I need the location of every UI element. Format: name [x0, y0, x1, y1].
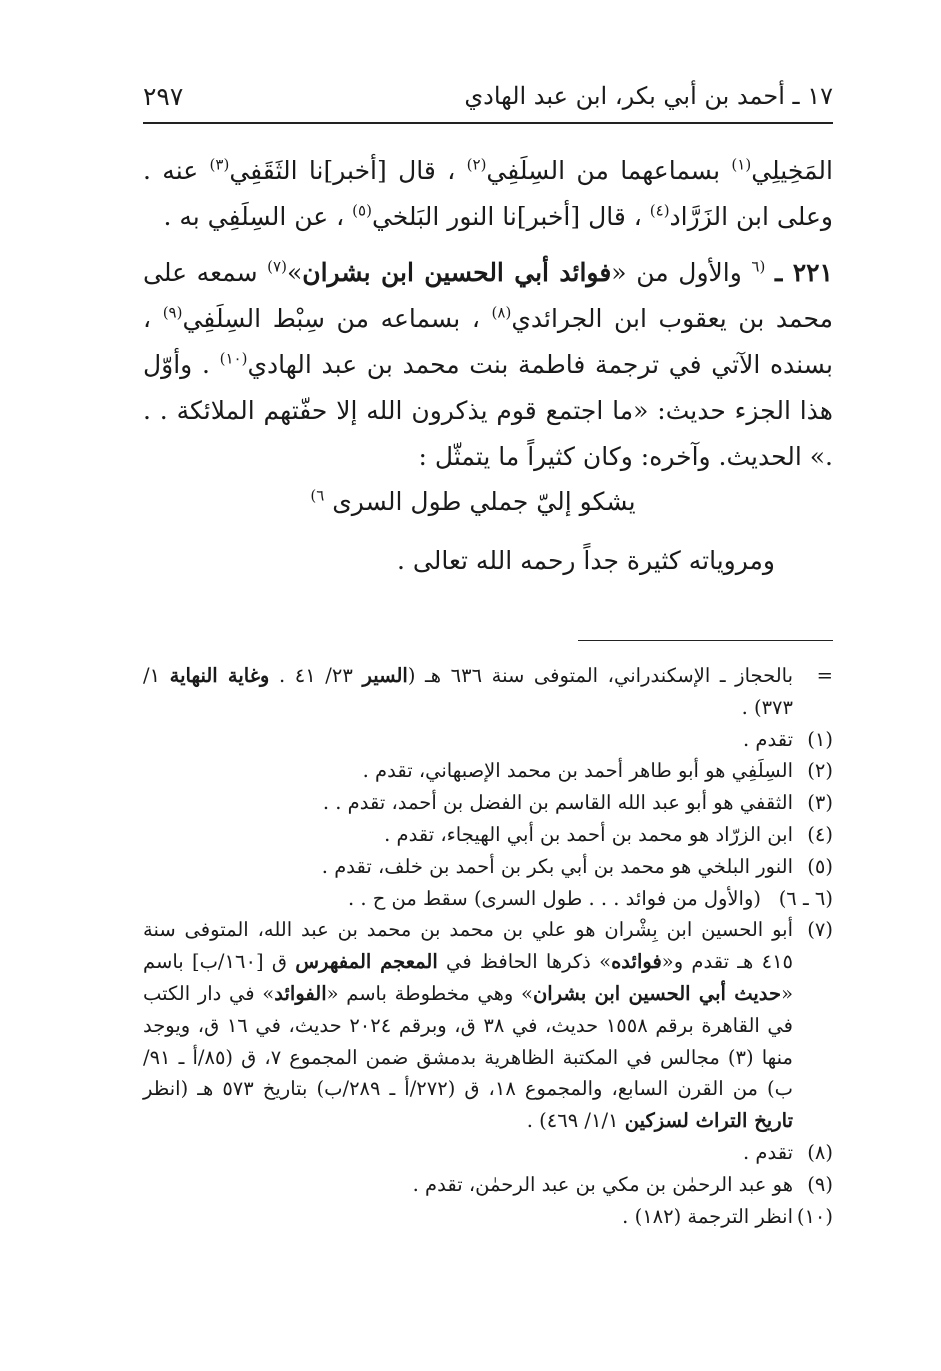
footnote-8: [143, 1137, 833, 1169]
text-run: ، بسماعه من سِبْط السِلَفِي: [182, 304, 492, 333]
footnote-7: [143, 914, 833, 1137]
footnote-number: (٦ ـ ٦): [778, 886, 833, 910]
text-run: ٢٣/ ٤١ .: [269, 664, 363, 687]
footnote-text: (والأول من فوائد . . . طول السرى) سقط من ح . .: [347, 886, 761, 910]
footnote-10: [143, 1201, 833, 1233]
text-run: عنه . وعلى ابن الزَرَّاد: [143, 156, 833, 231]
footnote-text: هو عبد الرحمٰن بن مكي بن عبد الرحمٰن، تقدم .: [412, 1172, 793, 1196]
text-run: »: [286, 258, 303, 287]
footnote-number: (٩): [807, 1172, 833, 1196]
footnote-6: [143, 883, 833, 915]
footnote-9: [143, 1169, 833, 1201]
main-text: [143, 148, 833, 480]
footnote-ref: (١٠): [219, 349, 248, 368]
footnote-separator: [578, 640, 833, 641]
entry-221: [143, 250, 833, 480]
footnote-text: [143, 914, 793, 1137]
text-run: بسماعهما من السِلَفِي: [486, 156, 732, 185]
running-header: [143, 82, 833, 124]
book-title: فوائده: [611, 950, 662, 974]
footnote-number: (٥): [807, 854, 833, 878]
footnote-ref: (٤): [649, 201, 670, 220]
footnote-text: الثقفي هو أبو عبد الله القاسم بن الفضل بن أحمد، تقدم . .: [322, 791, 793, 815]
book-title: المعجم المفهرس: [295, 950, 438, 974]
footnote-text: السِلَفِي هو أبو طاهر أحمد بن محمد الإصبهاني، تقدم .: [362, 759, 793, 783]
text-run: سمعه على محمد بن يعقوب ابن الجرائدي: [143, 258, 833, 333]
book-title: فوائد أبي الحسين ابن بشران: [302, 258, 612, 287]
footnote-ref: (٣): [209, 155, 230, 174]
footnote-number: (٢): [807, 759, 833, 783]
text-run: ١/١/ ٤٦٩) .: [526, 1109, 625, 1133]
footnote-ref: (٢): [466, 155, 487, 174]
paragraph-continuation: [143, 148, 833, 240]
footnote-ref: (٧): [267, 257, 287, 276]
footnote-number: =: [816, 664, 833, 687]
footnote-number: (٧): [807, 918, 833, 942]
running-title: ١٧ ـ أحمد بن أبي بكر، ابن عبد الهادي: [464, 82, 833, 110]
book-title: حديث أبي الحسين ابن بشران: [532, 981, 782, 1005]
footnote-ref: (٨): [491, 303, 512, 322]
text-run: ق [١٦٠/ب] باسم «: [143, 950, 794, 1005]
text-run: أبو الحسين ابن بِشْران هو علي بن محمد بن محمد بن عبد الله، المتوفى سنة ٤١٥ هـ تقدم و«: [143, 918, 794, 974]
poetry-verse: [143, 487, 833, 516]
footnote-ref: ٦): [310, 486, 325, 505]
text-run: ، قال [أخبر]نا الثَقَفِي: [229, 156, 467, 185]
book-title: وغاية النهاية: [169, 664, 270, 687]
footnote-ref: (٥): [352, 201, 372, 220]
text-run: » ذكرها الحافظ في: [437, 950, 612, 974]
footnote-text: ابن الزرّاد هو محمد بن أحمد بن أبي الهيجاء، تقدم .: [384, 822, 793, 846]
footnote-ref: (١): [731, 155, 752, 174]
book-title: تاريخ التراث لسزكين: [624, 1109, 793, 1133]
text-run: ، قال [أخبر]نا النور البَلخي: [371, 202, 650, 231]
text-run: المَخِيلِي: [751, 156, 833, 185]
page-number: ٢٩٧: [143, 82, 184, 111]
footnote-number: (٨): [807, 1140, 833, 1164]
book-title: السير: [362, 664, 408, 687]
footnote-number: (١٠): [796, 1204, 833, 1228]
entry-number: ٢٢١ ـ: [774, 258, 833, 287]
footnote-2: [143, 755, 833, 787]
text-run: ، عن السِلَفِي به .: [163, 202, 353, 231]
footnote-ref: (٦: [751, 257, 766, 276]
footnote-3: [143, 787, 833, 819]
text-run: . وأوّل هذا الجزء حديث: «ما اجتمع قوم يذكرون الله إلا حفّتهم الملائكة . . .» الحديث. وآخره: وكان كثيراً ما يتمثّل :: [143, 350, 833, 471]
text-run: » في دار الكتب في القاهرة برقم ١٥٥٨ حديث، في ٣٨ ق، وبرقم ٢٠٢٤ حديث، في ١٦ ق، ويوجد منها (٣) مجالس في المكتبة الظاهرية بدمشق ضمن المجموع ٧، ق (٨٥/أ ـ ٩١/ب) من القرن السابع، والمجموع ١٨، ق (٢٧٢/أ ـ ٢٨٩/ب) بتاريخ ٥٧٣ هـ (انظر: [143, 981, 794, 1101]
text-run: ١/ ٣٧٣) .: [143, 664, 793, 719]
text-run: » وهي مخطوطة باسم «: [326, 981, 533, 1005]
text-run: بالحجاز ـ الإسكندراني، المتوفى سنة ٦٣٦ هـ (: [407, 664, 794, 687]
footnote-number: (١): [807, 727, 833, 751]
footnote-5: [143, 851, 833, 883]
footnotes: [143, 660, 833, 1232]
book-title: الفوائد: [274, 981, 327, 1005]
footnote-continuation: [143, 660, 833, 724]
footnote-4: [143, 819, 833, 851]
footnote-text: انظر الترجمة (١٨٢) .: [622, 1204, 793, 1228]
footnote-ref: (٩): [162, 303, 183, 322]
footnote-number: (٤): [807, 822, 833, 846]
closing-line: ومروياته كثيرة جداً رحمه الله تعالى .: [396, 546, 775, 575]
footnote-text: [143, 660, 793, 724]
footnote-1: [143, 724, 833, 756]
footnote-text: النور البلخي هو محمد بن أبي بكر بن أحمد بن خلف، تقدم .: [321, 854, 793, 878]
footnote-text: تقدم .: [743, 1140, 793, 1164]
footnote-text: تقدم .: [743, 727, 793, 751]
footnote-number: (٣): [807, 791, 833, 815]
text-run: والأول من «: [611, 258, 752, 287]
text-run: ، بسنده الآتي في ترجمة فاطمة بنت محمد بن عبد الهادي: [143, 304, 833, 379]
verse-text: يشكو إليّ جملي طول السرى: [332, 487, 636, 516]
